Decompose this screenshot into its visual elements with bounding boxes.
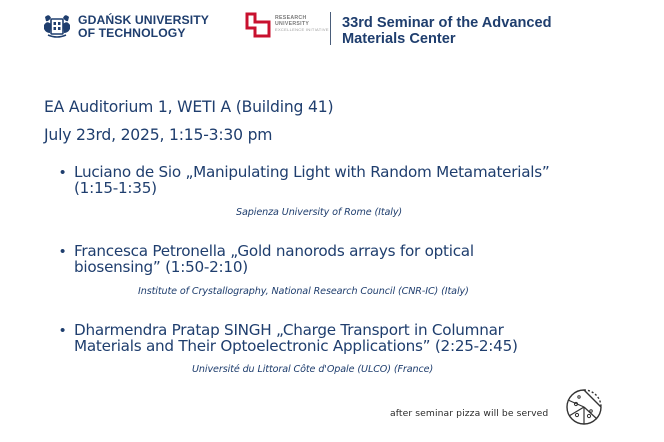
talk-title-line1: Francesca Petronella „Gold nanorods arrays for optical — [74, 242, 474, 260]
pizza-icon — [564, 387, 604, 427]
talk-affiliation: Sapienza University of Rome (Italy) — [236, 207, 403, 218]
talk-affiliation: Institute of Crystallography, National Research Council (CNR-IC) (Italy) — [138, 286, 469, 297]
bullet-icon: • — [60, 164, 66, 181]
event-date: July 23rd, 2025, 1:15-3:30 pm — [44, 126, 273, 144]
research-university-label — [275, 15, 329, 33]
pizza-note: after seminar pizza will be served — [390, 408, 549, 419]
university-name — [78, 14, 209, 40]
university-name-line2: OF TECHNOLOGY — [78, 26, 186, 40]
talk-item — [60, 244, 620, 275]
seminar-title-line1: 33rd Seminar of the Advanced — [342, 15, 552, 31]
talk-affiliation: Université du Littoral Côte d'Opale (ULCO) (France) — [192, 364, 434, 375]
header — [0, 0, 664, 60]
university-name-line1: GDAŃSK UNIVERSITY — [78, 13, 210, 27]
bullet-icon: • — [60, 322, 66, 339]
seminar-title — [342, 15, 552, 47]
talk-title-line2: biosensing” (1:50-2:10) — [74, 257, 248, 276]
talk-title-line1: Dharmendra Pratap SINGH „Charge Transport in Columnar — [74, 321, 504, 339]
talk-item — [60, 323, 620, 354]
header-divider — [330, 12, 331, 45]
talk-title — [74, 323, 619, 354]
research-university-logo-icon — [243, 11, 273, 41]
bullet-icon: • — [60, 243, 66, 260]
research-label-line1: RESEARCH — [275, 15, 307, 21]
talk-title-line1: Luciano de Sio „Manipulating Light with Random Metamaterials” — [74, 163, 550, 181]
seminar-title-line2: Materials Center — [342, 31, 456, 47]
talk-title — [74, 165, 619, 196]
talk-item — [60, 165, 620, 196]
event-venue: EA Auditorium 1, WETI A (Building 41) — [44, 98, 334, 116]
research-label-line3: EXCELLENCE INITIATIVE — [275, 27, 329, 32]
talk-title — [74, 244, 619, 275]
research-label-line2: UNIVERSITY — [275, 21, 310, 27]
talk-title-line2: Materials and Their Optoelectronic Applications” (2:25-2:45) — [74, 336, 518, 355]
talk-title-line2: (1:15-1:35) — [74, 178, 157, 197]
university-crest-icon — [42, 11, 72, 41]
